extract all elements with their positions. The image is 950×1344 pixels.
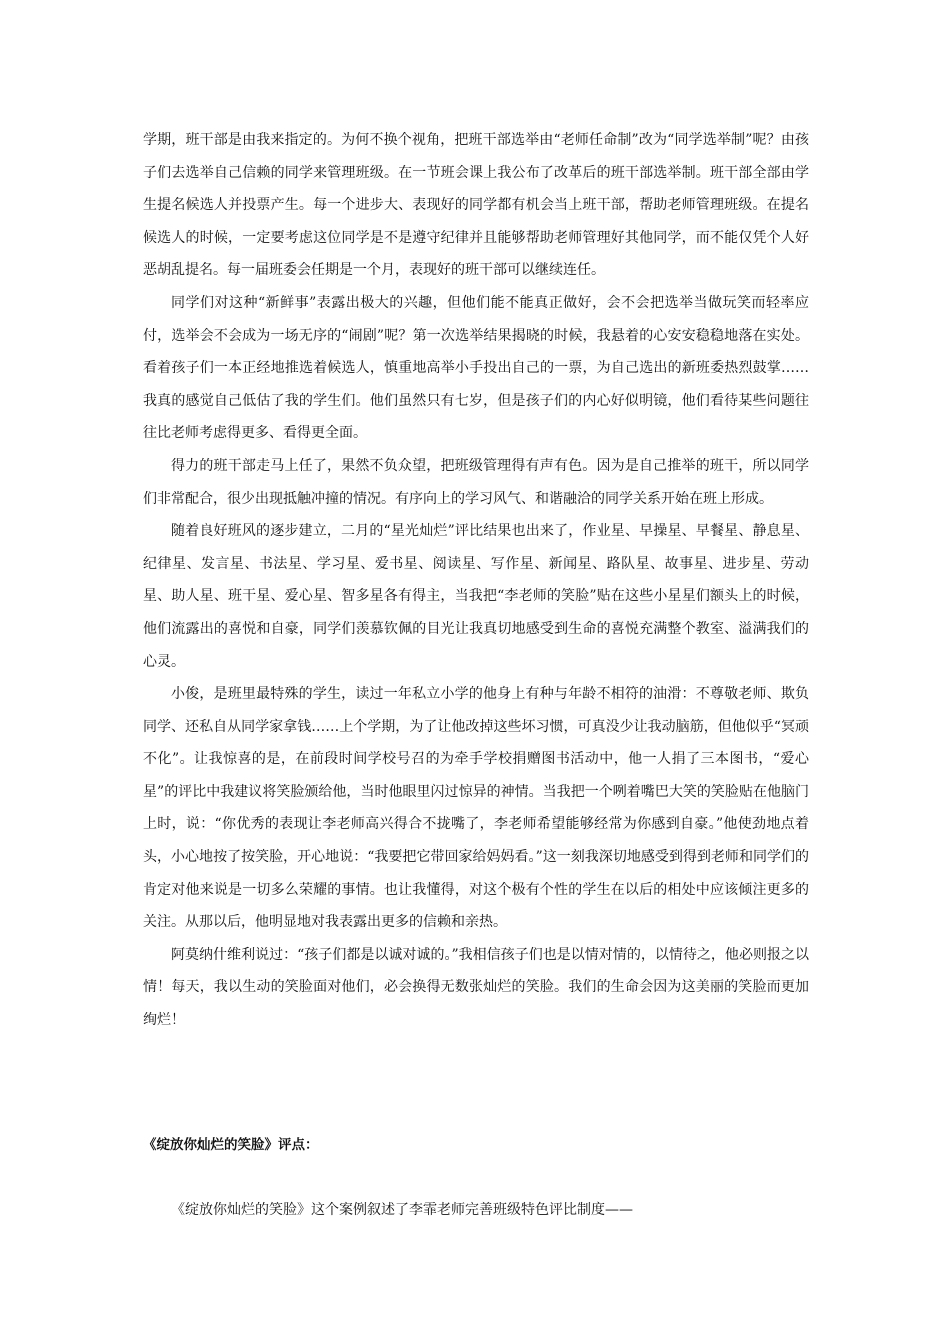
- comment-heading: 《绽放你灿烂的笑脸》评点：: [143, 1137, 319, 1153]
- paragraph-cadres-take-office: 得力的班干部走马上任了，果然不负众望，把班级管理得有声有色。因为是自己推举的班干，所以同学们非常配合，很少出现抵触冲撞的情况。有序向上的学习风气、和谐融洽的同学关系开始在班上形成。: [143, 457, 809, 507]
- paragraph-election-result: 同学们对这种“新鲜事”表露出极大的兴趣，但他们能不能真正做好，会不会把选举当做玩笑而轻率应付，选举会不会成为一场无序的“闹剧”呢？第一次选举结果揭晓的时候，我悬着的心安安稳稳地落在实处。看着孩子们一本正经地推选着候选人，慎重地高举小手投出自己的一票，为自己选出的新班委热烈鼓掌……我真的感觉自己低估了我的学生们。他们虽然只有七岁，但是孩子们的内心好似明镜，他们看待某些问题往往比老师考虑得更多、看得更全面。: [143, 294, 809, 442]
- paragraph-conclusion: 阿莫纳什维利说过：“孩子们都是以诚对诚的。”我相信孩子们也是以情对情的，以情待之，他必则报之以情！每天，我以生动的笑脸面对他们，必会换得无数张灿烂的笑脸。我们的生命会因为这美丽的笑脸而更加绚烂！: [143, 946, 809, 1029]
- paragraph-class-cadre-election: 学期，班干部是由我来指定的。为何不换个视角，把班干部选举由“老师任命制”改为“同学选举制”呢？由孩子们去选举自己信赖的同学来管理班级。在一节班会课上我公布了改革后的班干部选举制。班干部全部由学生提名候选人并投票产生。每一个进步大、表现好的同学都有机会当上班干部，帮助老师管理班级。在提名候选人的时候，一定要考虑这位同学是不是遵守纪律并且能够帮助老师管理好其他同学，而不能仅凭个人好恶胡乱提名。每一届班委会任期是一个月，表现好的班干部可以继续连任。: [143, 132, 809, 279]
- paragraph-xiaojun-story: 小俊，是班里最特殊的学生，读过一年私立小学的他身上有种与年龄不相符的油滑：不尊敬老师、欺负同学、还私自从同学家拿钱……上个学期，为了让他改掉这些坏习惯，可真没少让我动脑筋，但他似乎“冥顽不化”。让我惊喜的是，在前段时间学校号召的为牵手学校捐赠图书活动中，他一人捐了三本图书，“爱心星”的评比中我建议将笑脸颁给他，当时他眼里闪过惊异的神情。当我把一个咧着嘴巴大笑的笑脸贴在他脑门上时，说：“你优秀的表现让李老师高兴得合不拢嘴了，李老师希望能够经常为你感到自豪。”他使劲地点着头，小心地按了按笑脸，开心地说：“我要把它带回家给妈妈看。”这一刻我深切地感受到得到老师和同学们的肯定对他来说是一切多么荣耀的事情。也让我懂得，对这个极有个性的学生在以后的相处中应该倾注更多的关注。从那以后，他明显地对我表露出更多的信赖和亲热。: [143, 686, 809, 931]
- comment-first-line: 《绽放你灿烂的笑脸》这个案例叙述了李霏老师完善班级特色评比制度——: [171, 1202, 633, 1218]
- paragraph-star-awards: 随着良好班风的逐步建立，二月的“星光灿烂”评比结果也出来了，作业星、早操星、早餐星、静息星、纪律星、发言星、书法星、学习星、爱书星、阅读星、写作星、新闻星、路队星、故事星、进步星、劳动星、助人星、班干星、爱心星、智多星各有得主，当我把“李老师的笑脸”贴在这些小星星们额头上的时候，他们流露出的喜悦和自豪，同学们羡慕钦佩的目光让我真切地感受到生命的喜悦充满整个教室、溢满我们的心灵。: [143, 523, 809, 670]
- essay-body: [143, 124, 809, 1037]
